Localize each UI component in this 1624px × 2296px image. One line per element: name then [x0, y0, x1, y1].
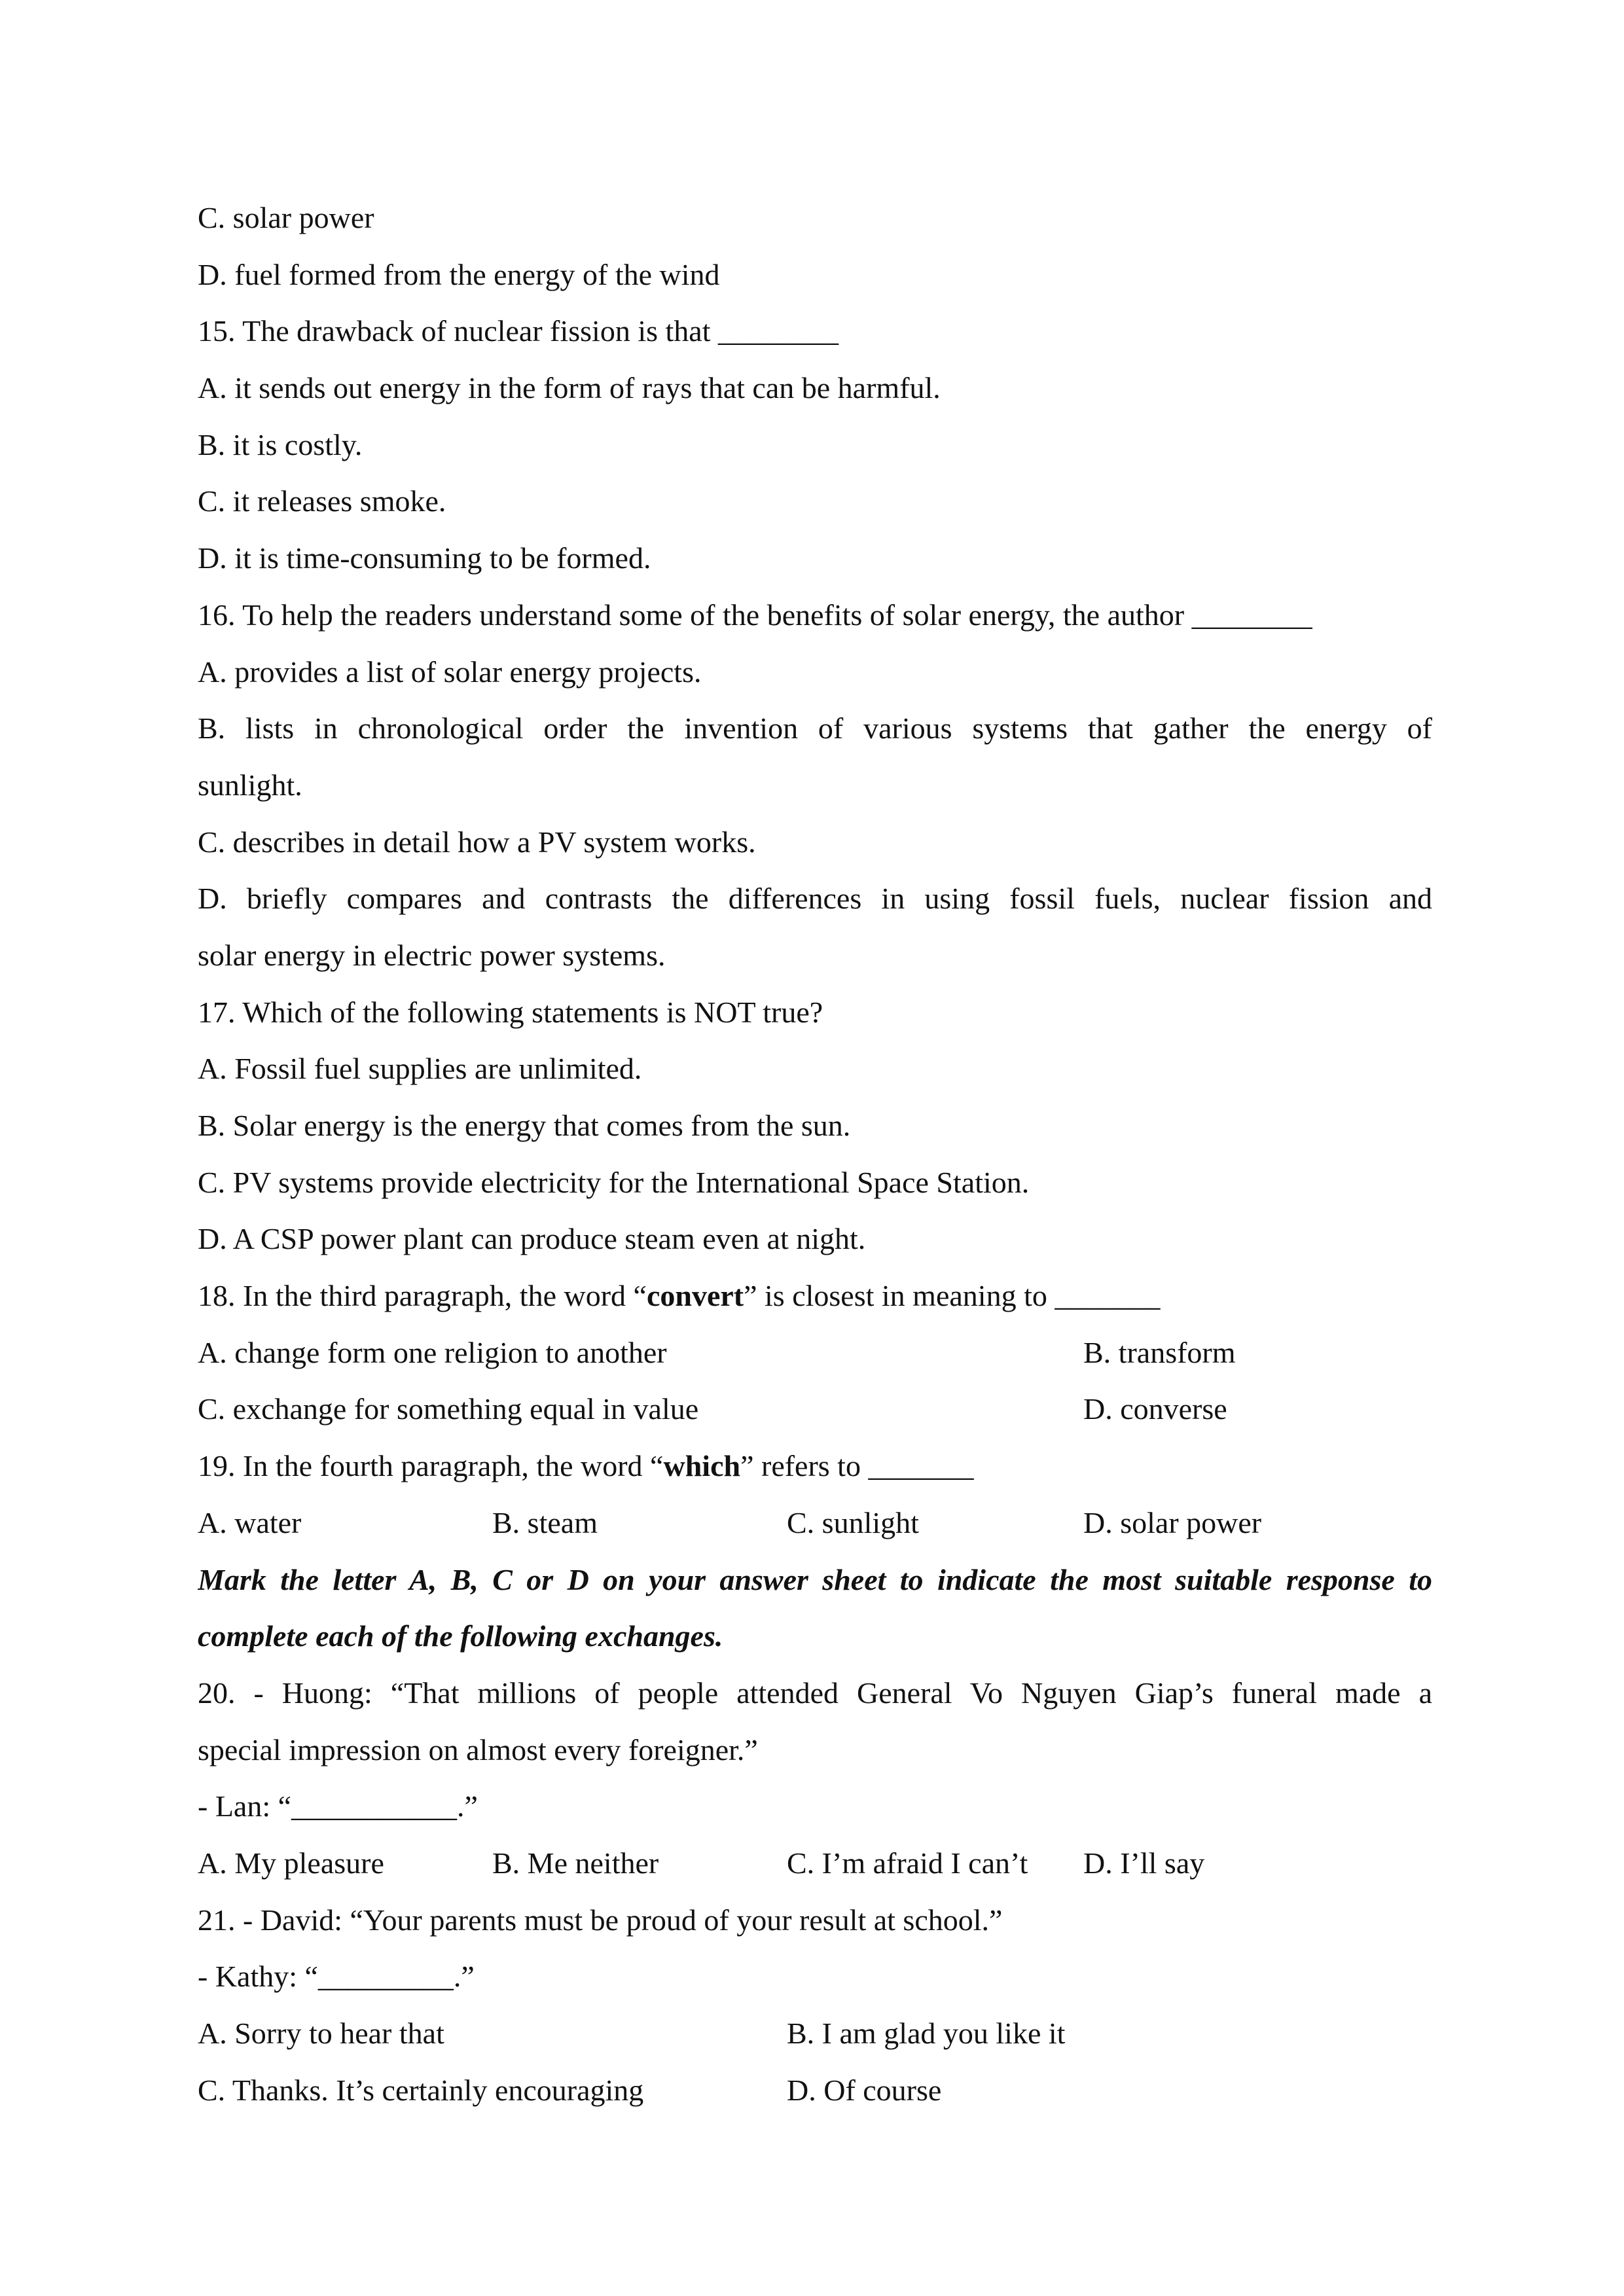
option-c-solar: C. solar power [198, 201, 374, 234]
question-20-line2: special impression on almost every foreigner.” [198, 1732, 758, 1767]
q21-options-row2 [198, 2062, 1432, 2119]
q19-options-row [198, 1495, 1432, 1552]
q20-option-b: B. Me neither [492, 1846, 659, 1880]
q18-options-row1 [198, 1325, 1432, 1382]
q16-option-c: C. describes in detail how a PV system works. [198, 825, 756, 859]
q17-option-a: A. Fossil fuel supplies are unlimited. [198, 1052, 642, 1086]
q18-option-d: D. converse [1083, 1392, 1227, 1426]
q16-option-b-line2: sunlight. [198, 768, 302, 802]
q21-option-c: C. Thanks. It’s certainly encouraging [198, 2073, 644, 2107]
q15-option-b: B. it is costly. [198, 427, 363, 461]
q18-text-post: ” is closest in meaning to _______ [744, 1279, 1161, 1313]
q18-text-pre: 18. In the third paragraph, the word “ [198, 1279, 647, 1313]
q15-option-a: A. it sends out energy in the form of rays that can be harmful. [198, 371, 941, 405]
q19-text-post: ” refers to _______ [740, 1449, 974, 1483]
q18-option-a: A. change form one religion to another [198, 1335, 667, 1369]
q16-option-d-line2: solar energy in electric power systems. [198, 938, 666, 972]
q20-option-c: C. I’m afraid I can’t [787, 1846, 1028, 1880]
question-15: 15. The drawback of nuclear fission is that ________ [198, 314, 839, 348]
q18-options-row2 [198, 1381, 1432, 1438]
q18-option-b: B. transform [1083, 1335, 1236, 1369]
question-16: 16. To help the readers understand some of the benefits of solar energy, the author ________ [198, 598, 1312, 632]
q21-option-a: A. Sorry to hear that [198, 2017, 444, 2050]
q19-option-b: B. steam [492, 1505, 598, 1539]
section-instruction-line2: complete each of the following exchanges. [198, 1619, 723, 1653]
q16-option-b-line1: B. lists in chronological order the invention of various systems that gather the energy of [198, 711, 1432, 745]
q18-keyword: convert [646, 1279, 744, 1313]
question-20-line3: - Lan: “___________.” [198, 1789, 478, 1823]
q17-option-b: B. Solar energy is the energy that comes from the sun. [198, 1109, 851, 1142]
q15-option-d: D. it is time-consuming to be formed. [198, 541, 651, 575]
section-instruction-line1: Mark the letter A, B, C or D on your answer sheet to indicate the most suitable response to [198, 1562, 1432, 1596]
question-18 [198, 1268, 1432, 1325]
question-21-line2: - Kathy: “_________.” [198, 1960, 475, 1994]
q18-option-c: C. exchange for something equal in value [198, 1392, 699, 1426]
q19-text-pre: 19. In the fourth paragraph, the word “ [198, 1449, 664, 1483]
q20-option-d: D. I’ll say [1083, 1846, 1205, 1880]
page-content [198, 190, 1432, 2119]
question-19 [198, 1438, 1432, 1495]
q17-option-d: D. A CSP power plant can produce steam even at night. [198, 1222, 866, 1256]
q21-options-row1 [198, 2005, 1432, 2062]
q19-option-a: A. water [198, 1505, 302, 1539]
q15-option-c: C. it releases smoke. [198, 484, 446, 518]
q19-option-d: D. solar power [1083, 1505, 1262, 1539]
q20-option-a: A. My pleasure [198, 1846, 384, 1880]
q21-option-b: B. I am glad you like it [787, 2017, 1066, 2050]
q20-options-row [198, 1835, 1432, 1892]
q19-keyword: which [663, 1449, 741, 1483]
q16-option-d-line1: D. briefly compares and contrasts the differences in using fossil fuels, nuclear fission and [198, 882, 1432, 916]
q21-option-d: D. Of course [787, 2073, 942, 2107]
question-17: 17. Which of the following statements is NOT true? [198, 995, 823, 1029]
q17-option-c: C. PV systems provide electricity for the International Space Station. [198, 1165, 1030, 1199]
q16-option-a: A. provides a list of solar energy projects. [198, 655, 702, 689]
question-21-line1: 21. - David: “Your parents must be proud of your result at school.” [198, 1903, 1003, 1937]
option-d-fuel: D. fuel formed from the energy of the wind [198, 257, 720, 291]
q19-option-c: C. sunlight [787, 1505, 919, 1539]
question-20-line1: 20. - Huong: “That millions of people attended General Vo Nguyen Giap’s funeral made a [198, 1676, 1432, 1710]
